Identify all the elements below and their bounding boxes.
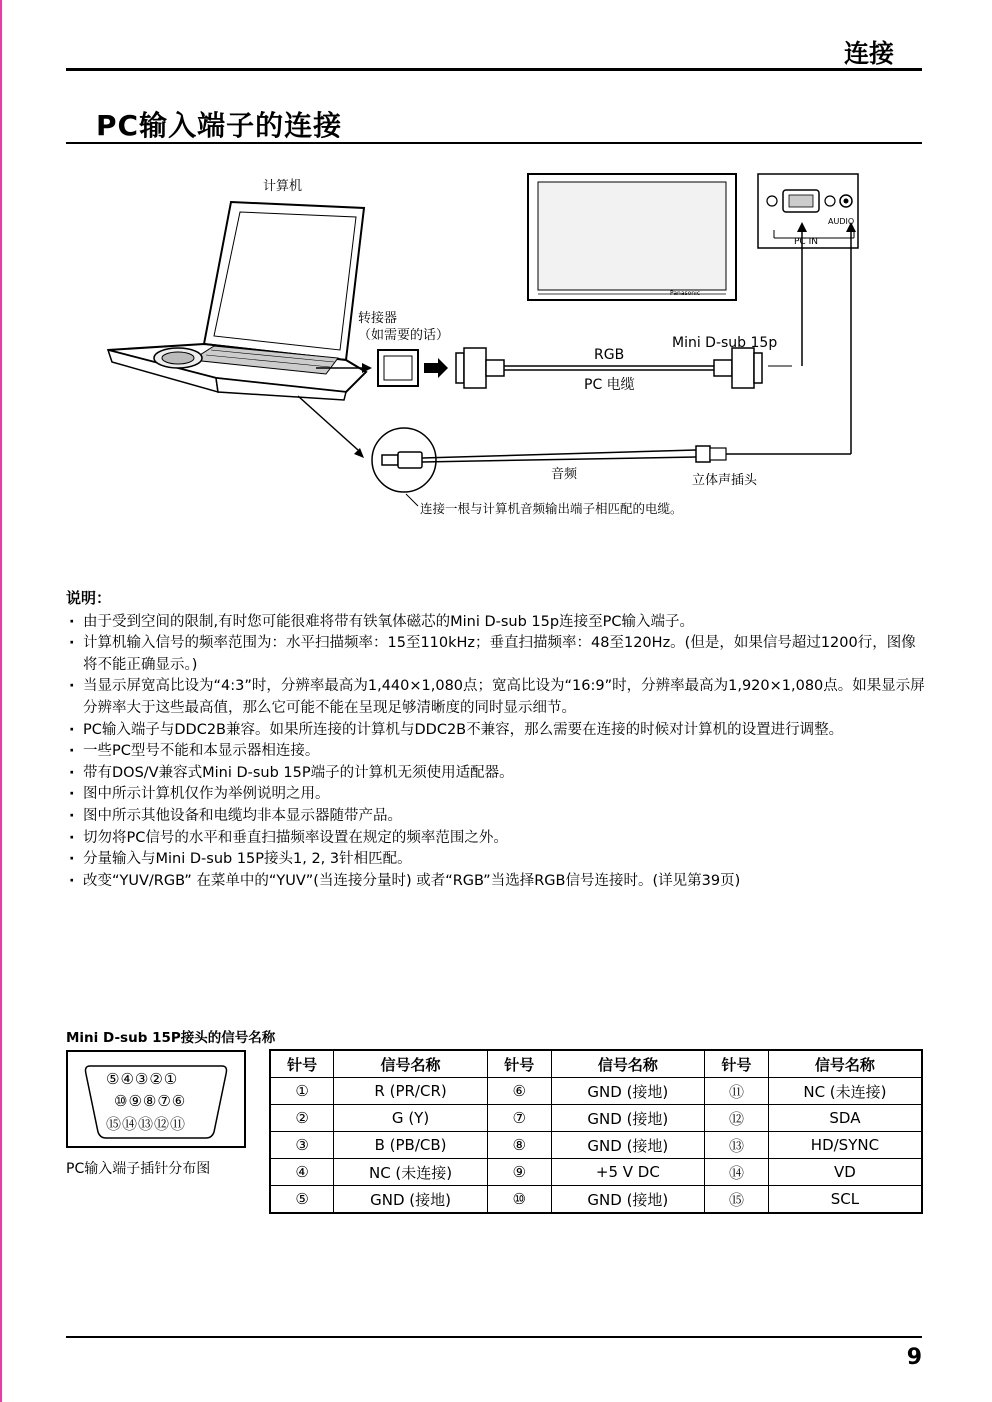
- pin-row-bottom: ⑮⑭⑬⑫⑪: [106, 1115, 187, 1133]
- stereo-plug-label: 立体声插头: [692, 473, 758, 488]
- note-item: · 一些PC型号不能和本显示器相连接。: [66, 741, 926, 763]
- display-illustration: [528, 174, 736, 300]
- section-tag: 连接: [843, 39, 894, 68]
- signal-cell: NC (未连接): [334, 1159, 488, 1186]
- header-pin: 针号: [270, 1050, 334, 1078]
- header-pin: 针号: [705, 1050, 769, 1078]
- signal-cell: GND (接地): [551, 1132, 704, 1159]
- header-signal: 信号名称: [768, 1050, 922, 1078]
- pin-cell: ⑧: [487, 1132, 551, 1159]
- pin-cell: ⑪: [705, 1078, 769, 1105]
- pin-cell: ⑩: [487, 1186, 551, 1214]
- table-row: [270, 1078, 922, 1105]
- signal-table: [269, 1049, 923, 1214]
- pin-cell: ⑬: [705, 1132, 769, 1159]
- note-item: · PC输入端子与DDC2B兼容。如果所连接的计算机与DDC2B不兼容，那么需要在连接的时候对计算机的设置进行调整。: [66, 720, 926, 742]
- pin-cell: ⑤: [270, 1186, 334, 1214]
- diagram-drawing: [66, 160, 926, 530]
- note-item: · 分量输入与Mini D-sub 15P接头1, 2, 3针相匹配。: [66, 849, 926, 871]
- header-pin: 针号: [487, 1050, 551, 1078]
- page-number: 9: [906, 1345, 922, 1370]
- pin-layout-caption: PC输入端子插针分布图: [66, 1161, 211, 1177]
- pin-cell: ④: [270, 1159, 334, 1186]
- notes-section: [66, 588, 926, 892]
- table-header-row: [270, 1050, 922, 1078]
- page-edge-line: [0, 0, 2, 1402]
- pin-cell: ③: [270, 1132, 334, 1159]
- table-row: [270, 1186, 922, 1214]
- notes-list: [66, 612, 926, 893]
- audio-note: 连接一根与计算机音频输出端子相匹配的电缆。: [420, 501, 683, 516]
- pc-cable-label: PC 电缆: [584, 377, 635, 393]
- signal-cell: SDA: [768, 1105, 922, 1132]
- note-item: · 当显示屏宽高比设为“4:3”时，分辨率最高为1,440×1,080点；宽高比设为“16:9”时，分辨率最高为1,920×1,080点。如果显示屏分辨率大于这些最高值，那么它可能不能在呈现足够清晰度的同时显示细节。: [66, 676, 926, 719]
- pin-cell: ⑦: [487, 1105, 551, 1132]
- pin-cell: ⑨: [487, 1159, 551, 1186]
- pin-row-middle: ⑩⑨⑧⑦⑥: [114, 1092, 187, 1110]
- pin-cell: ⑭: [705, 1159, 769, 1186]
- pin-cell: ①: [270, 1078, 334, 1105]
- signal-cell: B (PB/CB): [334, 1132, 488, 1159]
- pin-layout-box: [66, 1050, 246, 1148]
- notes-title: 说明：: [66, 589, 112, 607]
- note-item: · 计算机输入信号的频率范围为：水平扫描频率：15至110kHz；垂直扫描频率：48至120Hz。(但是，如果信号超过1200行，图像将不能正确显示。): [66, 633, 926, 676]
- note-item: · 改变“YUV/RGB” 在菜单中的“YUV”(当连接分量时) 或者“RGB”当选择RGB信号连接时。(详见第39页): [66, 871, 926, 893]
- signal-cell: GND (接地): [551, 1186, 704, 1214]
- connection-diagram: [66, 160, 926, 530]
- note-item: · 切勿将PC信号的水平和垂直扫描频率设置在规定的频率范围之外。: [66, 828, 926, 850]
- signal-cell: GND (接地): [551, 1078, 704, 1105]
- note-item: · 由于受到空间的限制,有时您可能很难将带有铁氧体磁芯的Mini D-sub 15p连接至PC输入端子。: [66, 612, 926, 634]
- table-row: [270, 1105, 922, 1132]
- title-rule: [66, 142, 922, 144]
- signal-cell: VD: [768, 1159, 922, 1186]
- note-item: · 图中所示其他设备和电缆均非本显示器随带产品。: [66, 806, 926, 828]
- signal-cell: R (PR/CR): [334, 1078, 488, 1105]
- rgb-label: RGB: [594, 347, 625, 363]
- connector-label: Mini D-sub 15p: [672, 335, 778, 351]
- pin-row-top: ⑤④③②①: [106, 1070, 179, 1088]
- signal-cell: GND (接地): [334, 1186, 488, 1214]
- pin-cell: ⑫: [705, 1105, 769, 1132]
- footer-rule: [66, 1336, 922, 1338]
- adapter-note: （如需要的话）: [358, 328, 450, 343]
- pin-section-title: Mini D-sub 15P接头的信号名称: [66, 1030, 276, 1046]
- pin-cell: ②: [270, 1105, 334, 1132]
- note-item: · 图中所示计算机仅作为举例说明之用。: [66, 784, 926, 806]
- pin-cell: ⑥: [487, 1078, 551, 1105]
- signal-cell: +5 V DC: [551, 1159, 704, 1186]
- display-brand: Panasonic: [670, 290, 701, 297]
- signal-cell: HD/SYNC: [768, 1132, 922, 1159]
- signal-cell: NC (未连接): [768, 1078, 922, 1105]
- table-row: [270, 1132, 922, 1159]
- table-row: [270, 1159, 922, 1186]
- note-item: · 带有DOS/V兼容式Mini D-sub 15P端子的计算机无须使用适配器。: [66, 763, 926, 785]
- signal-cell: G (Y): [334, 1105, 488, 1132]
- adapter-label: 转接器: [358, 311, 398, 326]
- header-rule: [66, 68, 922, 71]
- page-title: PC输入端子的连接: [96, 109, 343, 142]
- audio-label: 音频: [551, 467, 578, 482]
- panel-audio-label: AUDIO: [828, 217, 855, 226]
- panel-pcin-label: PC IN: [794, 237, 818, 247]
- laptop-illustration: [108, 202, 366, 400]
- signal-cell: SCL: [768, 1186, 922, 1214]
- pin-cell: ⑮: [705, 1186, 769, 1214]
- computer-label: 计算机: [263, 179, 303, 194]
- header-signal: 信号名称: [551, 1050, 704, 1078]
- header-signal: 信号名称: [334, 1050, 488, 1078]
- signal-cell: GND (接地): [551, 1105, 704, 1132]
